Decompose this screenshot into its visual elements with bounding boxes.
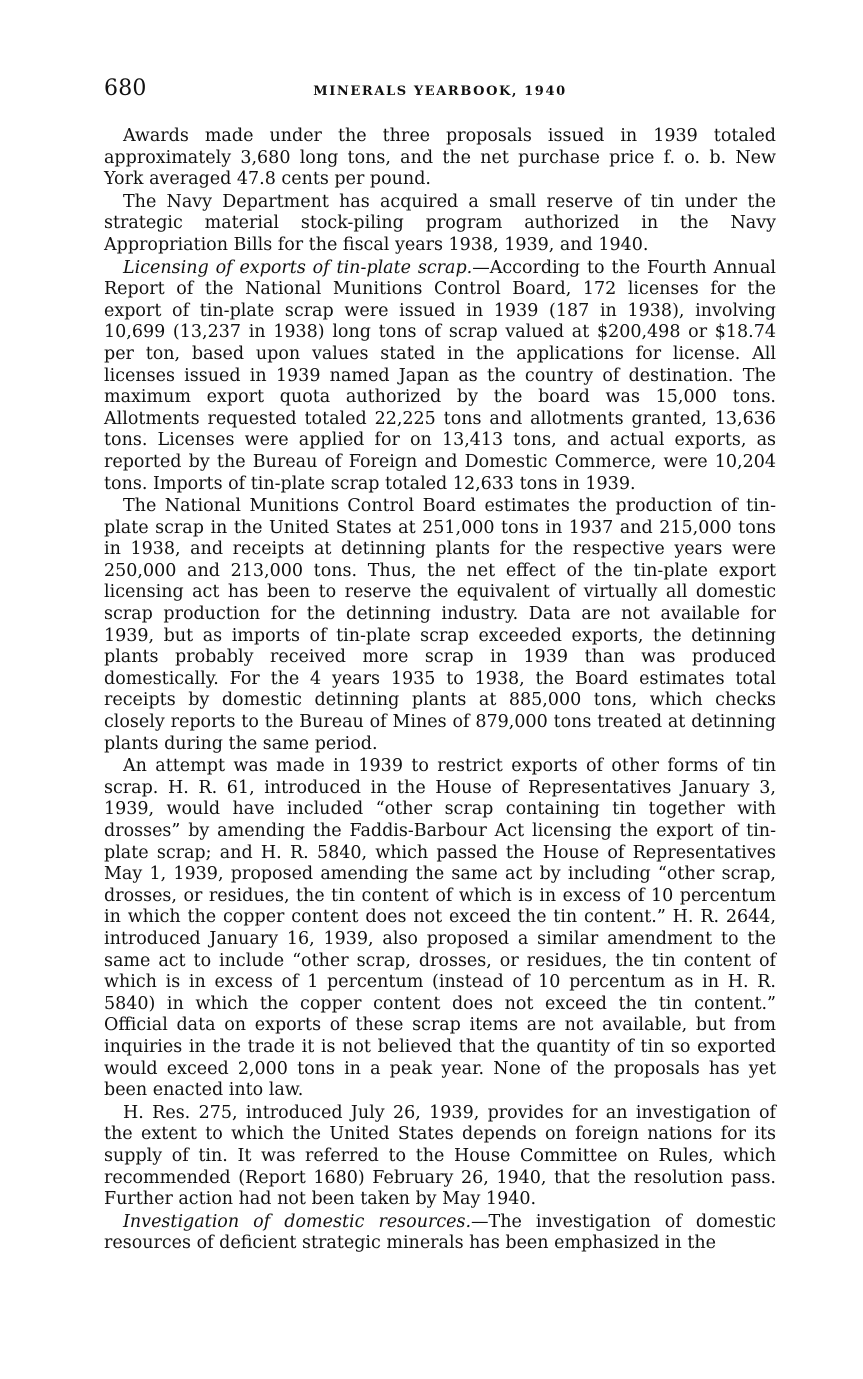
running-head — [104, 76, 776, 112]
paragraph-licensing-exports — [104, 258, 776, 496]
paragraph-navy-reserve — [104, 192, 776, 257]
paragraph-awards — [104, 126, 776, 191]
paragraph-text: Awards made under the three proposals issued in 1939 totaled approximately 3,680 long tons, and the net purchase price f. o. b. New York averaged 47.8 cents per pound. — [104, 126, 776, 190]
paragraph-text: H. Res. 275, introduced July 26, 1939, provides for an investigation of the extent to which the United States depends on foreign nations for its supply of tin. It was referred to the House Committee on Rules, which recommended (Report 1680) February 26, 1940, that the resolution pass. Further action had not been taken by May 1940. — [104, 1102, 776, 1210]
body-text — [104, 126, 776, 1255]
paragraph-domestic-resources — [104, 1212, 776, 1255]
paragraph-production-estimates — [104, 496, 776, 755]
document-page — [104, 76, 776, 1255]
paragraph-text: —According to the Fourth Annual Report of the National Munitions Control Board, 172 licenses for the export of tin-plate scrap were issued in 1939 (187 in 1938), involving 10,699 (13,237 in 1938) long tons of scrap valued at $200,498 or $18.74 per ton, based upon values stated in the applications for license. All licenses issued in 1939 named Japan as the country of destination. The maximum export quota authorized by the board was 15,000 tons. Allotments requested totaled 22,225 tons and allotments granted, 13,636 tons. Licenses were applied for on 13,413 tons, and actual exports, as reported by the Bureau of Foreign and Domestic Commerce, were 10,204 tons. Imports of tin-plate scrap totaled 12,633 tons in 1939. — [104, 257, 776, 494]
paragraph-text: The Navy Department has acquired a small reserve of tin under the strategic material stock-piling program authorized in the Navy Appropriation Bills for the fiscal years 1938, 1939, and 1940. — [104, 191, 776, 255]
paragraph-restrict-exports — [104, 756, 776, 1102]
paragraph-house-resolution — [104, 1103, 776, 1211]
paragraph-text: —The investigation of domestic resources of deficient strategic minerals has been emphasized in the — [104, 1211, 776, 1254]
running-title: MINERALS YEARBOOK, 1940 — [313, 84, 567, 99]
paragraph-text: An attempt was made in 1939 to restrict exports of other forms of tin scrap. H. R. 61, introduced in the House of Representatives January 3, 1939, would have included “other scrap containing tin together with drosses” by amending the Faddis-Barbour Act licensing the export of tin-plate scrap; and H. R. 5840, which passed the House of Representatives May 1, 1939, proposed amending the same act by including “other scrap, drosses, or residues, the tin content of which is in excess of 10 percentum in which the copper content does not exceed the tin content.” H. R. 2644, introduced January 16, 1939, also proposed a similar amendment to the same act to include “other scrap, drosses, or residues, the tin content of which is in excess of 1 percentum (instead of 10 percentum as in H. R. 5840) in which the copper content does not exceed the tin content.” Official data on exports of these scrap items are not available, but from inquiries in the trade it is not believed that the quantity of tin so exported would exceed 2,000 tons in a peak year. None of the proposals has yet been enacted into law. — [104, 756, 776, 1101]
section-run-in-heading: Investigation of domestic resources. — [123, 1211, 472, 1232]
paragraph-text: The National Munitions Control Board estimates the production of tin-plate scrap in the United States at 251,000 tons in 1937 and 215,000 tons in 1938, and receipts at detinning plants for the respective years were 250,000 and 213,000 tons. Thus, the net effect of the tin-plate export licensing act has been to reserve the equivalent of virtually all domestic scrap production for the detinning industry. Data are not available for 1939, but as imports of tin-plate scrap exceeded exports, the detinning plants probably received more scrap in 1939 than was produced domestically. For the 4 years 1935 to 1938, the Board estimates total receipts by domestic detinning plants at 885,000 tons, which checks closely reports to the Bureau of Mines of 879,000 tons treated at detinning plants during the same period. — [104, 496, 776, 754]
page-number: 680 — [104, 76, 147, 101]
section-run-in-heading: Licensing of exports of tin-plate scrap. — [123, 257, 473, 278]
